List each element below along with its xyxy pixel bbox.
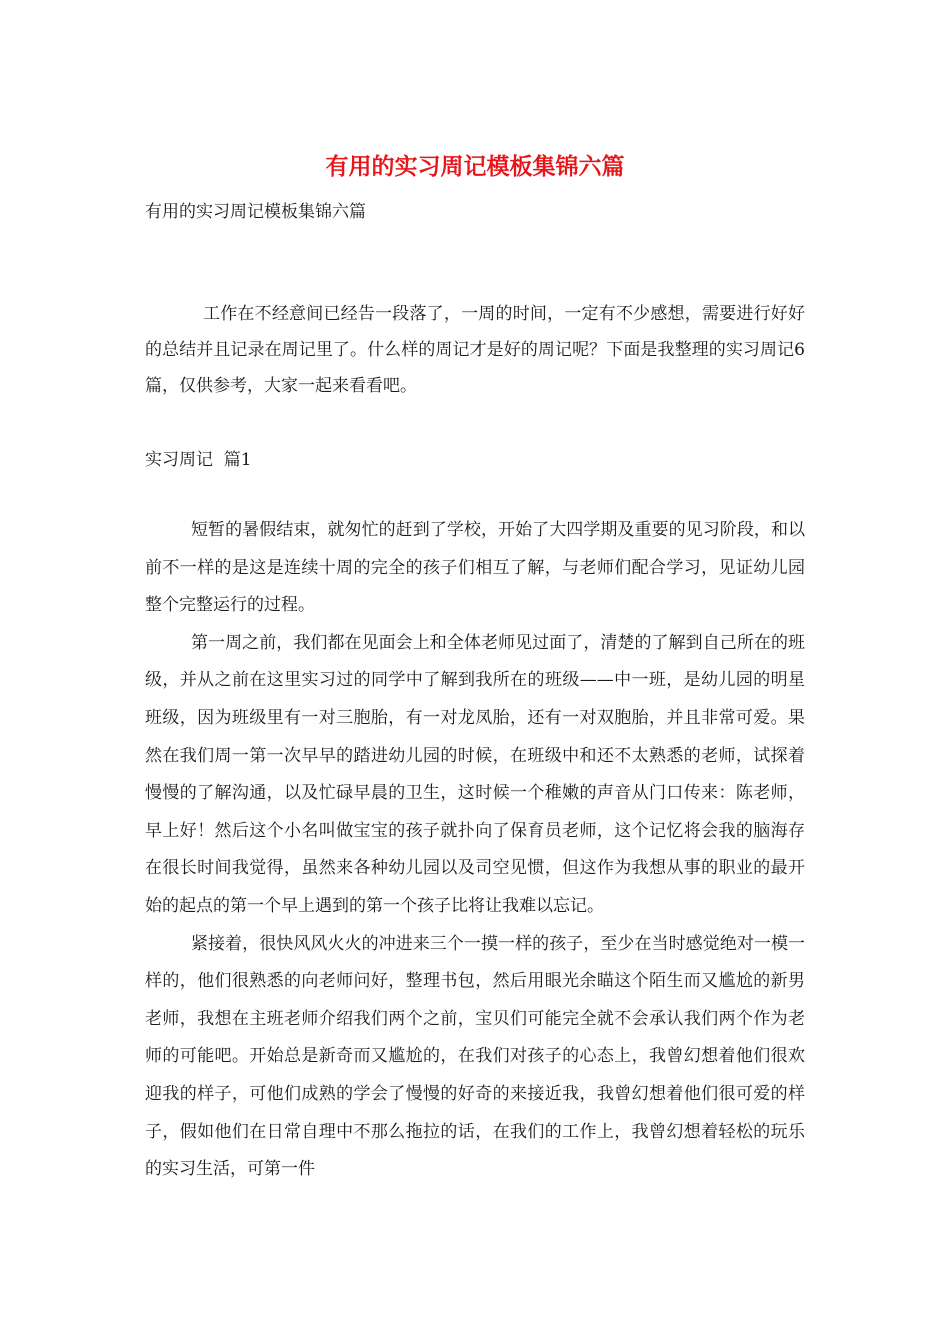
body-paragraph-3: 紧接着，很快风风火火的冲进来三个一摸一样的孩子，至少在当时感觉绝对一模一样的，他们很熟悉的向老师问好，整理书包，然后用眼光余瞄这个陌生而又尴尬的新男老师，我想在主班老师介绍我们两个之前，宝贝们可能完全就不会承认我们两个作为老师的可能吧。开始总是新奇而又尴尬的，在我们对孩子的心态上，我曾幻想着他们很欢迎我的样子，可他们成熟的学会了慢慢的好奇的来接近我，我曾幻想着他们很可爱的样子，假如他们在日常自理中不那么拖拉的话，在我们的工作上，我曾幻想着轻松的玩乐的实习生活，可第一件 <box>145 933 805 1180</box>
intro-paragraph: 工作在不经意间已经告一段落了，一周的时间，一定有不少感想，需要进行好好的总结并且记录在周记里了。什么样的周记才是好的周记呢？下面是我整理的实习周记6篇，仅供参考，大家一起来看看吧。 <box>145 304 805 396</box>
body-text <box>145 512 805 1189</box>
body-paragraph-2: 第一周之前，我们都在见面会上和全体老师见过面了，清楚的了解到自己所在的班级，并从之前在这里实习过的同学中了解到我所在的班级——中一班，是幼儿园的明星班级，因为班级里有一对三胞胎，有一对龙凤胎，还有一对双胞胎，并且非常可爱。果然在我们周一第一次早早的踏进幼儿园的时候，在班级中和还不太熟悉的老师，试探着慢慢的了解沟通，以及忙碌早晨的卫生，这时候一个稚嫩的声音从门口传来：陈老师，早上好！然后这个小名叫做宝宝的孩子就扑向了保育员老师，这个记忆将会我的脑海存在很长时间我觉得，虽然来各种幼儿园以及司空见惯，但这作为我想从事的职业的最开始的起点的第一个早上遇到的第一个孩子比将让我难以忘记。 <box>145 632 805 916</box>
document-title: 有用的实习周记模板集锦六篇 <box>325 153 625 180</box>
document-subtitle: 有用的实习周记模板集锦六篇 <box>145 202 366 222</box>
section-heading: 实习周记 篇1 <box>145 450 252 470</box>
body-paragraph-1: 短暂的暑假结束，就匆忙的赶到了学校，开始了大四学期及重要的见习阶段，和以前不一样的是这是连续十周的完全的孩子们相互了解，与老师们配合学习，见证幼儿园整个完整运行的过程。 <box>145 520 805 616</box>
